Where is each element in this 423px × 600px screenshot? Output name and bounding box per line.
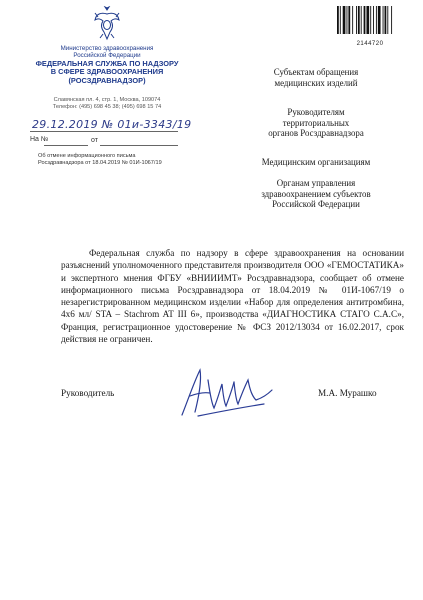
ministry-line: Российской Федерации [73,52,141,59]
recipient-line: территориальных [282,117,350,128]
recipient-line: Медицинским организациям [261,157,371,167]
recipient-block [226,178,406,210]
subject-note [38,153,162,167]
signatory-title: Руководитель [61,388,115,398]
letter-body: Федеральная служба по надзору в сфере здравоохранения на основании разъяснений уполномоченного представителя производителя ООО «ГЕМОСТАТИКА» и экспертного мнения ФГБУ «ВНИИИМТ» Росздравнадзора, сообщает об отмене информационного письма Росздравнадзора от 18.04.2019 № 01И-1067/19 о незарегистрированном медицинском изделии «Набор для определения антитромбина, 4x6 мл/ STA – Stachrom AT III 6», производства «ДИАГНОСТИКА СТАГО С.А.С», Франция, регистрационное удостоверение № ФСЗ 2012/13034 от 16.02.2017, срок действия не ограничен. [61,248,404,345]
reply-date-label: от [91,137,98,144]
subject-line: Росздравнадзора от 18.04.2019 № 01И-1067/19 [38,159,162,166]
ministry-name [18,45,196,59]
ministry-line: Министерство здравоохранения [60,45,154,52]
address-line: Славянская пл. 4, стр. 1, Москва, 109074 [53,97,161,103]
double-headed-eagle-emblem-icon [92,6,122,42]
reply-date-line [100,145,178,146]
recipient-line: органов Росздравнадзора [268,128,364,138]
handwritten-signature-icon [168,360,278,422]
reply-to-label: На № [30,136,49,143]
recipient-line: здравоохранением субъектов [261,188,371,199]
barcode-number: 2144720 [356,41,384,47]
recipient-line: Российской Федерации [272,199,360,209]
agency-line: ФЕДЕРАЛЬНАЯ СЛУЖБА ПО НАДЗОРУ [35,59,179,68]
recipient-line: Органам управления [276,178,356,188]
signatory-name: М.А. Мурашко [318,388,377,398]
agency-name [18,60,196,85]
agency-address [18,97,196,110]
recipient-line: Субъектам обращения [273,67,359,77]
recipient-block [226,107,406,139]
recipient-block [226,67,406,88]
recipient-block [226,157,406,168]
address-line: Телефон: (495) 698 45 38; (495) 698 15 74 [52,103,162,110]
registration-line [30,131,178,132]
barcode-icon [335,6,405,34]
agency-line: (РОСЗДРАВНАДЗОР) [68,75,146,85]
subject-line: Об отмене информационного письма [38,153,136,159]
handwritten-registration-number: 29.12.2019 № 01и-3343/19 [32,118,192,131]
reply-to-line [44,145,88,146]
recipient-line: медицинских изделий [274,77,358,88]
agency-line: В СФЕРЕ ЗДРАВООХРАНЕНИЯ [50,67,164,77]
recipient-line: Руководителям [287,107,345,117]
